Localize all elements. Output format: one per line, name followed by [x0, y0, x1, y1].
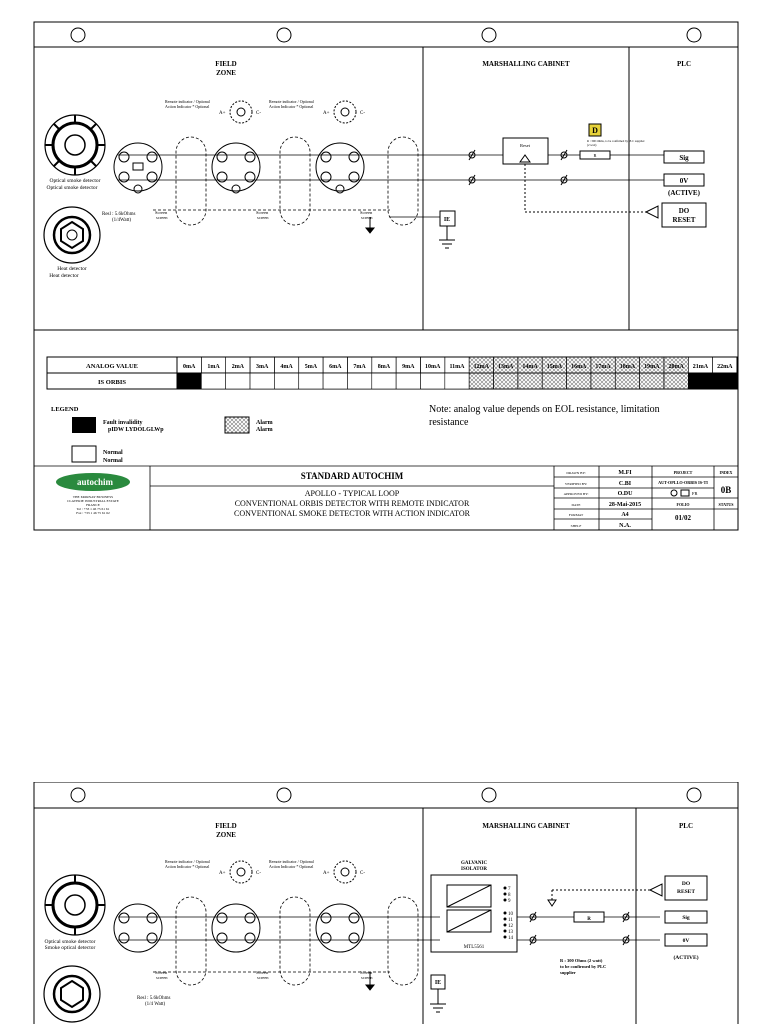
- terminal-number: 13: [508, 930, 513, 935]
- marshalling-title: MARSHALLING CABINET: [482, 60, 570, 68]
- loop-wiring: [118, 155, 680, 217]
- terminal-number: 9: [508, 899, 511, 904]
- reset-relay-box: [503, 138, 548, 164]
- orbis-state-cell: [299, 373, 323, 389]
- format-label: FORMAT: [568, 513, 584, 517]
- orbis-state-cell: [323, 373, 347, 389]
- terminal-dot: [504, 936, 507, 939]
- detector-base-3: [316, 904, 364, 952]
- analog-value-label: 16mA: [571, 364, 587, 370]
- earth-ground-icon: [366, 217, 455, 248]
- terminal-dot: [504, 899, 507, 902]
- drawing-sheet-2: [0, 782, 768, 1024]
- analog-value-label: 20mA: [668, 364, 684, 370]
- c-minus-label: C-: [360, 111, 365, 116]
- detector-base-1: [114, 904, 162, 952]
- analog-value-label: 8mA: [377, 364, 391, 370]
- field-zone-subtitle: ZONE: [216, 69, 236, 77]
- screen-label: screen: [257, 975, 269, 980]
- analog-value-label: 3mA: [256, 364, 269, 370]
- plc-do-label: DO: [681, 881, 691, 887]
- resistor-r-label: R: [593, 153, 597, 158]
- analog-note-2: resistance: [429, 417, 469, 428]
- verified-by-value: C.BI: [618, 481, 632, 487]
- terminal-dot: [504, 912, 507, 915]
- detector-base-2: [212, 143, 260, 193]
- legend-alarm-label: Alarm: [256, 420, 273, 426]
- analog-value-label: 15mA: [546, 364, 563, 370]
- verified-by-label: VERIFIED BY:: [564, 482, 588, 486]
- legend-alarm-swatch: [225, 417, 249, 433]
- analog-value-label: 22mA: [717, 364, 733, 370]
- remote-indicator-label: Remote indicator / Optional: [165, 99, 210, 104]
- analog-value-label: 17mA: [595, 364, 611, 370]
- screen-label: screen: [361, 215, 373, 220]
- terminal-dot: [504, 893, 507, 896]
- orbis-state-cell: [688, 373, 712, 389]
- orbis-state-cell: [567, 373, 591, 389]
- orbis-state-cell: [591, 373, 615, 389]
- analog-value-label: 21mA: [692, 364, 709, 370]
- terminal-number: 14: [508, 936, 513, 941]
- analog-value-label: 11mA: [449, 364, 465, 370]
- galvanic-isolator-label: GALVANIC: [460, 861, 488, 866]
- orbis-state-cell: [713, 373, 737, 389]
- optical-smoke-detector-icon: [45, 875, 105, 935]
- orbis-state-cell: [201, 373, 225, 389]
- c-minus-label: C-: [360, 871, 365, 876]
- address-line: CLAVERIE INDUSTRIAL ESTATE: [67, 499, 119, 503]
- plc-do-reset-output: [665, 876, 707, 900]
- cable-shields: [176, 897, 418, 985]
- resistor-note: R : 300 Ohms (2 watt): [560, 958, 603, 963]
- optical-detector-label-2: Smoke optical detector: [44, 945, 96, 951]
- analog-value-label: 10mA: [424, 364, 441, 370]
- analog-value-label: 19mA: [644, 364, 660, 370]
- analog-value-label: 2mA: [231, 364, 245, 370]
- eol-resistor-label: Resl : 5.6kOhms: [102, 212, 136, 217]
- orbis-state-cell: [445, 373, 469, 389]
- resistor-note-3: supplier: [560, 970, 576, 975]
- plc-reset-label: RESET: [676, 889, 696, 895]
- field-zone-subtitle: ZONE: [216, 831, 236, 839]
- analog-value-label: 1mA: [207, 364, 220, 370]
- analog-value-label: 5mA: [304, 364, 318, 370]
- isolator-modules: [447, 885, 491, 932]
- plc-title: PLC: [677, 60, 691, 68]
- legend-title: LEGEND: [51, 406, 79, 413]
- terminal-dot: [504, 918, 507, 921]
- punch-hole: [71, 28, 85, 42]
- orbis-state-cell: [372, 373, 396, 389]
- orbis-state-cell: [420, 373, 444, 389]
- orbis-state-cell: [664, 373, 688, 389]
- orbis-state-cell: [396, 373, 420, 389]
- orbis-state-cell: [347, 373, 371, 389]
- punch-hole: [277, 788, 291, 802]
- orbis-state-cell: [640, 373, 664, 389]
- sheet-2-svg: [0, 782, 768, 1024]
- company-title: STANDARD AUTOCHIM: [300, 471, 404, 481]
- plc-reset-label: RESET: [672, 216, 696, 224]
- analog-value-label: 4mA: [280, 364, 293, 370]
- punch-hole: [277, 28, 291, 42]
- orbis-state-cell: [250, 373, 274, 389]
- optical-detector-label-2: Optical smoke detector: [46, 185, 98, 191]
- analog-value-label: 12mA: [473, 364, 490, 370]
- analog-value-label: 9mA: [402, 364, 415, 370]
- svg-text:D: D: [592, 126, 598, 135]
- eol-resistor-label: Resl : 5.6kOhms: [137, 996, 171, 1001]
- remote-indicator-label: Remote indicator / Optional: [269, 859, 314, 864]
- screen-label: Screen: [360, 210, 373, 215]
- legend-fault-swatch: [72, 417, 96, 433]
- orbis-state-cell: [615, 373, 639, 389]
- action-indicator-label: Action Indicator * Optional: [165, 104, 210, 109]
- screen-label: Screen: [256, 210, 269, 215]
- marshalling-title: MARSHALLING CABINET: [482, 822, 570, 830]
- orbis-state-cell: [274, 373, 298, 389]
- detector-base-3: [316, 143, 364, 193]
- heat-detector-label: Heat detector: [57, 266, 87, 272]
- analog-note: Note: analog value depends on EOL resistance, limitation: [429, 404, 660, 415]
- screen-label: screen: [156, 975, 168, 980]
- shelf-label: SHELF: [570, 524, 582, 528]
- ie-label: IE: [434, 980, 442, 986]
- punch-hole: [482, 788, 496, 802]
- date-label: DATE: [571, 503, 581, 507]
- screen-label: Screen: [155, 210, 168, 215]
- legend-normal-label-2: Normal: [103, 458, 123, 464]
- plc-0v-label: 0V: [679, 177, 689, 185]
- orbis-state-cell: [518, 373, 542, 389]
- action-indicator-label: Action Indicator * Optional: [269, 864, 314, 869]
- terminal-number: 11: [508, 918, 513, 923]
- svg-text:autochim: autochim: [77, 477, 113, 487]
- address-line: FRANCE: [86, 503, 100, 507]
- date-value: 28-Mai-2015: [608, 502, 642, 508]
- optical-detector-label: Optical smoke detector: [44, 939, 96, 945]
- resistor-note-2: to be confirmed by PLC: [560, 964, 607, 969]
- language-label: FR: [692, 491, 698, 496]
- c-minus-label: C-: [256, 871, 261, 876]
- analog-value-label: 13mA: [498, 364, 514, 370]
- punch-hole: [71, 788, 85, 802]
- eol-resistor-watt: (1/4 Watt): [145, 1002, 166, 1007]
- reset-signal-arrow: [646, 206, 658, 218]
- resistor-note-watt: (2 watt): [587, 143, 597, 147]
- drawing-title: APOLLO - TYPICAL LOOP: [304, 489, 400, 498]
- drawing-subtitle-2: CONVENTIONAL SMOKE DETECTOR WITH ACTION INDICATOR: [234, 509, 470, 518]
- heat-detector-icon: [44, 966, 100, 1022]
- c-minus-label: C-: [256, 111, 261, 116]
- address-line: Tel : +33 1 46 75 61 61: [76, 507, 110, 511]
- optical-detector-label: Optical smoke detector: [49, 178, 101, 184]
- ie-label: IE: [443, 217, 451, 223]
- address-line: Fax : +33 1 46 75 61 62: [76, 511, 110, 515]
- action-indicator-label: Action Indicator * Optional: [269, 104, 314, 109]
- sheet-1-frame: [34, 22, 738, 530]
- punch-hole: [687, 28, 701, 42]
- analog-value-label: 6mA: [329, 364, 342, 370]
- plc-do-label: DO: [678, 207, 690, 215]
- terminal-number: 12: [508, 924, 513, 929]
- orbis-state-cell: [469, 373, 493, 389]
- isolator-model: MTL5561: [463, 945, 485, 950]
- screen-label: Screen: [256, 970, 269, 975]
- index-label: INDEX: [719, 470, 733, 475]
- screen-label: screen: [361, 975, 373, 980]
- analog-value-label: 7mA: [353, 364, 366, 370]
- plc-active-label: (ACTIVE): [668, 189, 700, 197]
- remote-indicator-label: Remote indicator / Optional: [269, 99, 314, 104]
- legend-normal-swatch: [72, 446, 96, 462]
- analog-value-label: 14mA: [522, 364, 538, 370]
- orbis-state-cell: [494, 373, 518, 389]
- approved-by-label: APPROVED BY:: [563, 492, 589, 496]
- terminal-number: 10: [508, 912, 513, 917]
- orbis-state-cell: [542, 373, 566, 389]
- field-zone-title: FIELD: [215, 60, 237, 68]
- optical-smoke-detector-icon: [45, 115, 105, 175]
- a-plus-label: A+: [219, 871, 226, 876]
- a-plus-label: A+: [323, 871, 330, 876]
- screen-label: Screen: [155, 970, 168, 975]
- plc-active-label: (ACTIVE): [673, 955, 699, 961]
- detector-base-1: [114, 143, 162, 193]
- drawn-by-label: DRAWN BY:: [566, 471, 586, 475]
- screen-label: Screen: [360, 970, 373, 975]
- drawing-subtitle: CONVENTIONAL ORBIS DETECTOR WITH REMOTE INDICATOR: [234, 499, 470, 508]
- index-value: 0B: [720, 485, 732, 495]
- punch-hole: [482, 28, 496, 42]
- action-indicator-label: Action Indicator * Optional: [165, 864, 210, 869]
- project-label: PROJECT: [673, 470, 693, 475]
- earth-ground-icon: [366, 972, 446, 1012]
- analog-value-table: [47, 357, 737, 389]
- terminal-number: 8: [508, 893, 511, 898]
- address-line: THE MORNAY BUSINESS: [72, 495, 114, 499]
- screen-label: screen: [156, 215, 168, 220]
- legend-normal-label: Normal: [103, 450, 123, 456]
- legend-alarm-label-2: Alarm: [256, 427, 273, 433]
- analog-value-label: 0mA: [183, 364, 196, 370]
- galvanic-isolator-label-2: ISOLATOR: [461, 867, 487, 872]
- plc-title: PLC: [679, 822, 693, 830]
- a-plus-label: A+: [323, 111, 330, 116]
- terminal-dot: [504, 924, 507, 927]
- legend-fault-label: Fault invalidity: [103, 420, 143, 426]
- heat-detector-label-2: Heat detector: [49, 273, 79, 279]
- plc-sig-label: Sig: [682, 915, 690, 921]
- reset-relay-label: Reset: [520, 143, 530, 148]
- analog-value-label: 18mA: [619, 364, 636, 370]
- remote-indicator-label: Remote indicator / Optional: [165, 859, 210, 864]
- folio-label: FOLIO: [676, 502, 690, 507]
- is-orbis-header: IS ORBIS: [98, 379, 126, 386]
- terminal-dot: [504, 930, 507, 933]
- reset-signal-arrow: [650, 884, 662, 896]
- punch-hole: [687, 788, 701, 802]
- plc-sig-label: Sig: [679, 154, 689, 162]
- cable-shields: [176, 137, 418, 225]
- plc-0v-label: 0V: [682, 938, 690, 944]
- legend-fault-label-2: pIDW LYDOLGLWp: [108, 427, 164, 433]
- orbis-state-cell: [177, 373, 201, 389]
- terminal-dot: [504, 887, 507, 890]
- language-flags-icon: [671, 490, 689, 496]
- approved-by-value: O.DU: [617, 491, 633, 497]
- screen-label: screen: [257, 215, 269, 220]
- terminal-number: 7: [508, 887, 511, 892]
- analog-value-header: ANALOG VALUE: [86, 363, 138, 370]
- a-plus-label: A+: [219, 111, 226, 116]
- status-label: STATUS: [718, 502, 734, 507]
- resistor-r-label: R: [587, 917, 591, 922]
- shelf-value: N.A.: [619, 523, 631, 529]
- detector-base-2: [212, 904, 260, 952]
- project-value: AUT-OPLLO-ORBIS IS-TI: [658, 480, 708, 485]
- orbis-state-cell: [226, 373, 250, 389]
- heat-detector-icon: [44, 207, 100, 263]
- field-zone-title: FIELD: [215, 822, 237, 830]
- eol-resistor-watt: (1/4Watt): [112, 218, 132, 223]
- drawn-by-value: M.FI: [618, 470, 632, 476]
- resistor-note: R : 300 Ohms, to be confirmed by PLC supplier: [587, 139, 645, 143]
- isolator-terminals: [504, 887, 514, 942]
- folio-value: 01/02: [675, 514, 691, 522]
- autochim-logo: [56, 473, 130, 491]
- format-value: A4: [621, 512, 629, 518]
